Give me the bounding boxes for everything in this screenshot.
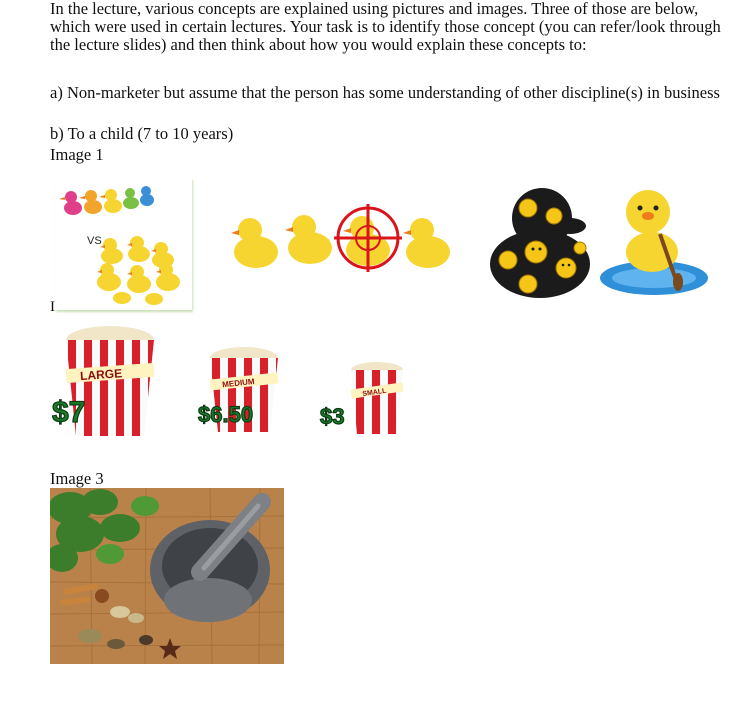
vs-label: VS [87,235,102,247]
ducks-comparison-image [55,178,192,310]
rowing-duck-image [598,182,710,296]
popcorn-pricing-image [52,318,422,448]
popcorn-small-size-label: SMALL [362,387,387,399]
popcorn-large-size-label: LARGE [79,366,123,384]
mortar-pestle-spices-image [50,488,284,664]
popcorn-medium-price: $6.50 [198,402,254,427]
item-b-text: b) To a child (7 to 10 years) [50,124,234,143]
popcorn-large-price: $7 [52,396,86,429]
popcorn-small-price: $3 [320,404,345,429]
yellow-ducks-group [97,236,180,305]
hidden-label-fragment: I [50,299,55,315]
smiley-black-duck-image [488,182,598,300]
crosshair-target-icon [334,204,402,272]
instructions-paragraph: In the lecture, various concepts are explained using pictures and images. Three of those are below, which were used in certain lectures. Your task is to identify those concept (you can refer/look through the lecture slides) and then think about how you would explain these concepts to: [50,0,721,54]
popcorn-bucket-small [351,362,404,434]
ducks-target-image [228,200,460,280]
colored-ducks-row [59,186,154,215]
image-3-label: Image 3 [50,469,104,488]
image-1-label: Image 1 [50,145,104,164]
popcorn-medium-size-label: MEDIUM [221,376,256,390]
ducks-comparison-drawing [55,178,192,310]
item-a-text: a) Non-marketer but assume that the person has some understanding of other discipline(s) in business [50,83,720,102]
